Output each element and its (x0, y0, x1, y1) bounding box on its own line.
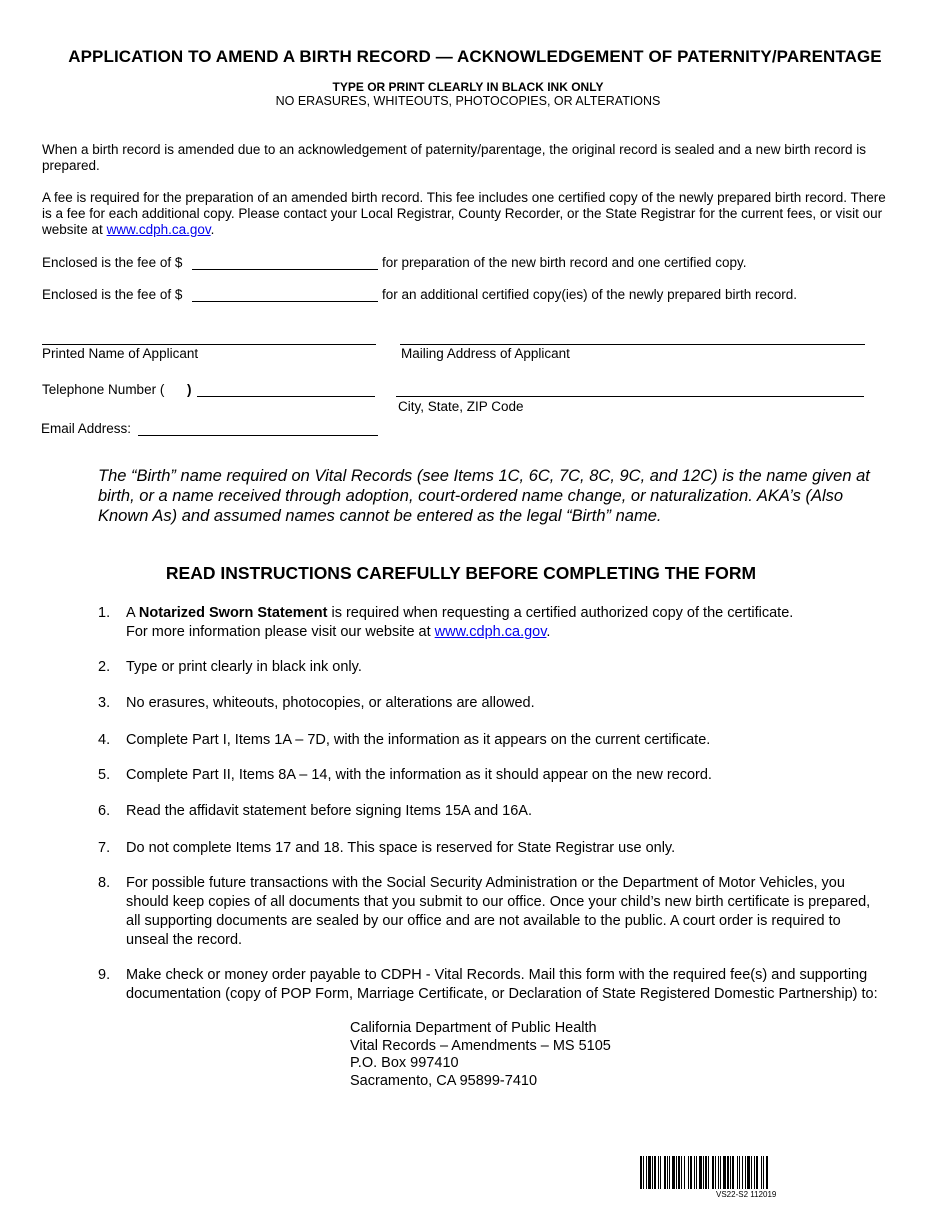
instruction-text: Make check or money order payable to CDPH - Vital Records. Mail this form with the required fee(s) and supporting documentation (copy of POP Form, Marriage Certificate, or Declaration of State Registered Domestic Partnership) to: (126, 967, 878, 1002)
instruction-number: 1. (98, 605, 111, 621)
instruction-number: 3. (98, 695, 111, 711)
instruction-5 (98, 766, 878, 785)
notarized-statement-bold: Notarized Sworn Statement (138, 605, 328, 621)
birth-name-notice: The “Birth” name required on Vital Records (see Items 1C, 6C, 7C, 8C, 9C, and 12C) is the name given at birth, or a name received through adoption, court-ordered name change, or naturalization. AKA’s (Also Known As) and assumed names cannot be entered as the legal “Birth” name. (98, 467, 870, 525)
mailing-address-label: Mailing Address of Applicant (401, 346, 570, 361)
city-state-zip-label: City, State, ZIP Code (398, 399, 524, 414)
barcode (640, 1156, 866, 1189)
instruction-text: Read the affidavit statement before signing Items 15A and 16A. (126, 803, 532, 819)
fee-input-1[interactable] (192, 269, 378, 270)
intro-paragraph-1: When a birth record is amended due to an acknowledgement of paternity/parentage, the original record is sealed and a new birth record is prepared. (42, 142, 866, 173)
address-line-2: Vital Records – Amendments – MS 5105 (350, 1037, 611, 1054)
instruction-text: For possible future transactions with the Social Security Administration or the Department of Motor Vehicles, you should keep copies of all documents that you submit to our office. Once your child’s new birth certificate is prepared, all supporting documents are sealed by our office and are not available to the public. A court order is required to unseal the record. (126, 875, 871, 948)
instruction-1 (98, 604, 878, 642)
address-line-3: P.O. Box 997410 (350, 1055, 459, 1071)
cdph-website-link-2[interactable]: www.cdph.ca.gov (434, 624, 547, 640)
fee-suffix-2: for an additional certified copy(ies) of the newly prepared birth record. (382, 287, 797, 302)
instruction-4 (98, 731, 878, 750)
instruction-3 (98, 694, 878, 713)
address-line-4: Sacramento, CA 95899-7410 (350, 1072, 538, 1089)
instruction-text: Complete Part II, Items 8A – 14, with the information as it should appear on the new record. (126, 767, 712, 783)
email-label: Email Address: (41, 421, 132, 436)
address-line-1: California Department of Public Health (350, 1020, 597, 1036)
instruction-text: Type or print clearly in black ink only. (126, 659, 362, 675)
instruction-number: 9. (98, 967, 111, 983)
instruction-8 (98, 874, 878, 950)
telephone-label: Telephone Number ( (42, 382, 165, 397)
instructions-heading: READ INSTRUCTIONS CAREFULLY BEFORE COMPLETING THE FORM (165, 563, 757, 583)
instruction-text: Complete Part I, Items 1A – 7D, with the information as it appears on the current certificate. (126, 732, 711, 748)
city-state-zip-field[interactable] (396, 396, 864, 397)
fee-text: A fee is required for the preparation of an amended birth record. This fee includes one certified copy of the newly prepared birth record. There is a fee for each additional copy. Please contact your Local Registrar, County Recorder, or the State Registrar for the current fees, or visit our website at (42, 190, 886, 237)
mailing-address (350, 1020, 611, 1090)
period: . (210, 222, 215, 237)
fee-suffix-1: for preparation of the new birth record and one certified copy. (382, 255, 747, 270)
instruction-number: 4. (98, 732, 111, 748)
period: . (546, 624, 551, 640)
instruction-text: A (126, 605, 139, 621)
instruction-text: is required when requesting a certified authorized copy of the certificate. (327, 605, 794, 621)
telephone-paren: ) (187, 382, 192, 397)
instruction-number: 8. (98, 875, 111, 891)
intro-paragraph-2 (42, 190, 892, 238)
instruction-text: Do not complete Items 17 and 18. This space is reserved for State Registrar use only. (126, 840, 676, 856)
fee-label-1: Enclosed is the fee of $ (42, 255, 183, 270)
telephone-field[interactable] (197, 396, 375, 397)
instruction-number: 6. (98, 803, 111, 819)
cdph-website-link[interactable]: www.cdph.ca.gov (106, 222, 211, 237)
fee-input-2[interactable] (192, 301, 378, 302)
instruction-number: 2. (98, 659, 111, 675)
mailing-address-field[interactable] (400, 344, 865, 345)
ink-instruction: TYPE OR PRINT CLEARLY IN BLACK INK ONLY (332, 80, 604, 94)
email-field[interactable] (138, 435, 378, 436)
instruction-text: For more information please visit our website at (126, 624, 435, 640)
fee-label-2: Enclosed is the fee of $ (42, 287, 183, 302)
form-code: VS22-S2 112019 (716, 1190, 777, 1199)
instruction-2 (98, 658, 878, 677)
alteration-notice: NO ERASURES, WHITEOUTS, PHOTOCOPIES, OR ALTERATIONS (275, 94, 661, 108)
instruction-number: 7. (98, 840, 111, 856)
printed-name-field[interactable] (42, 344, 376, 345)
printed-name-label: Printed Name of Applicant (42, 346, 199, 361)
instruction-text: No erasures, whiteouts, photocopies, or alterations are allowed. (126, 695, 535, 711)
form-title: APPLICATION TO AMEND A BIRTH RECORD — ACKNOWLEDGEMENT OF PATERNITY/PARENTAGE (68, 47, 882, 66)
instruction-9 (98, 966, 878, 1004)
instruction-6 (98, 802, 878, 821)
instruction-number: 5. (98, 767, 111, 783)
instruction-7 (98, 839, 878, 858)
